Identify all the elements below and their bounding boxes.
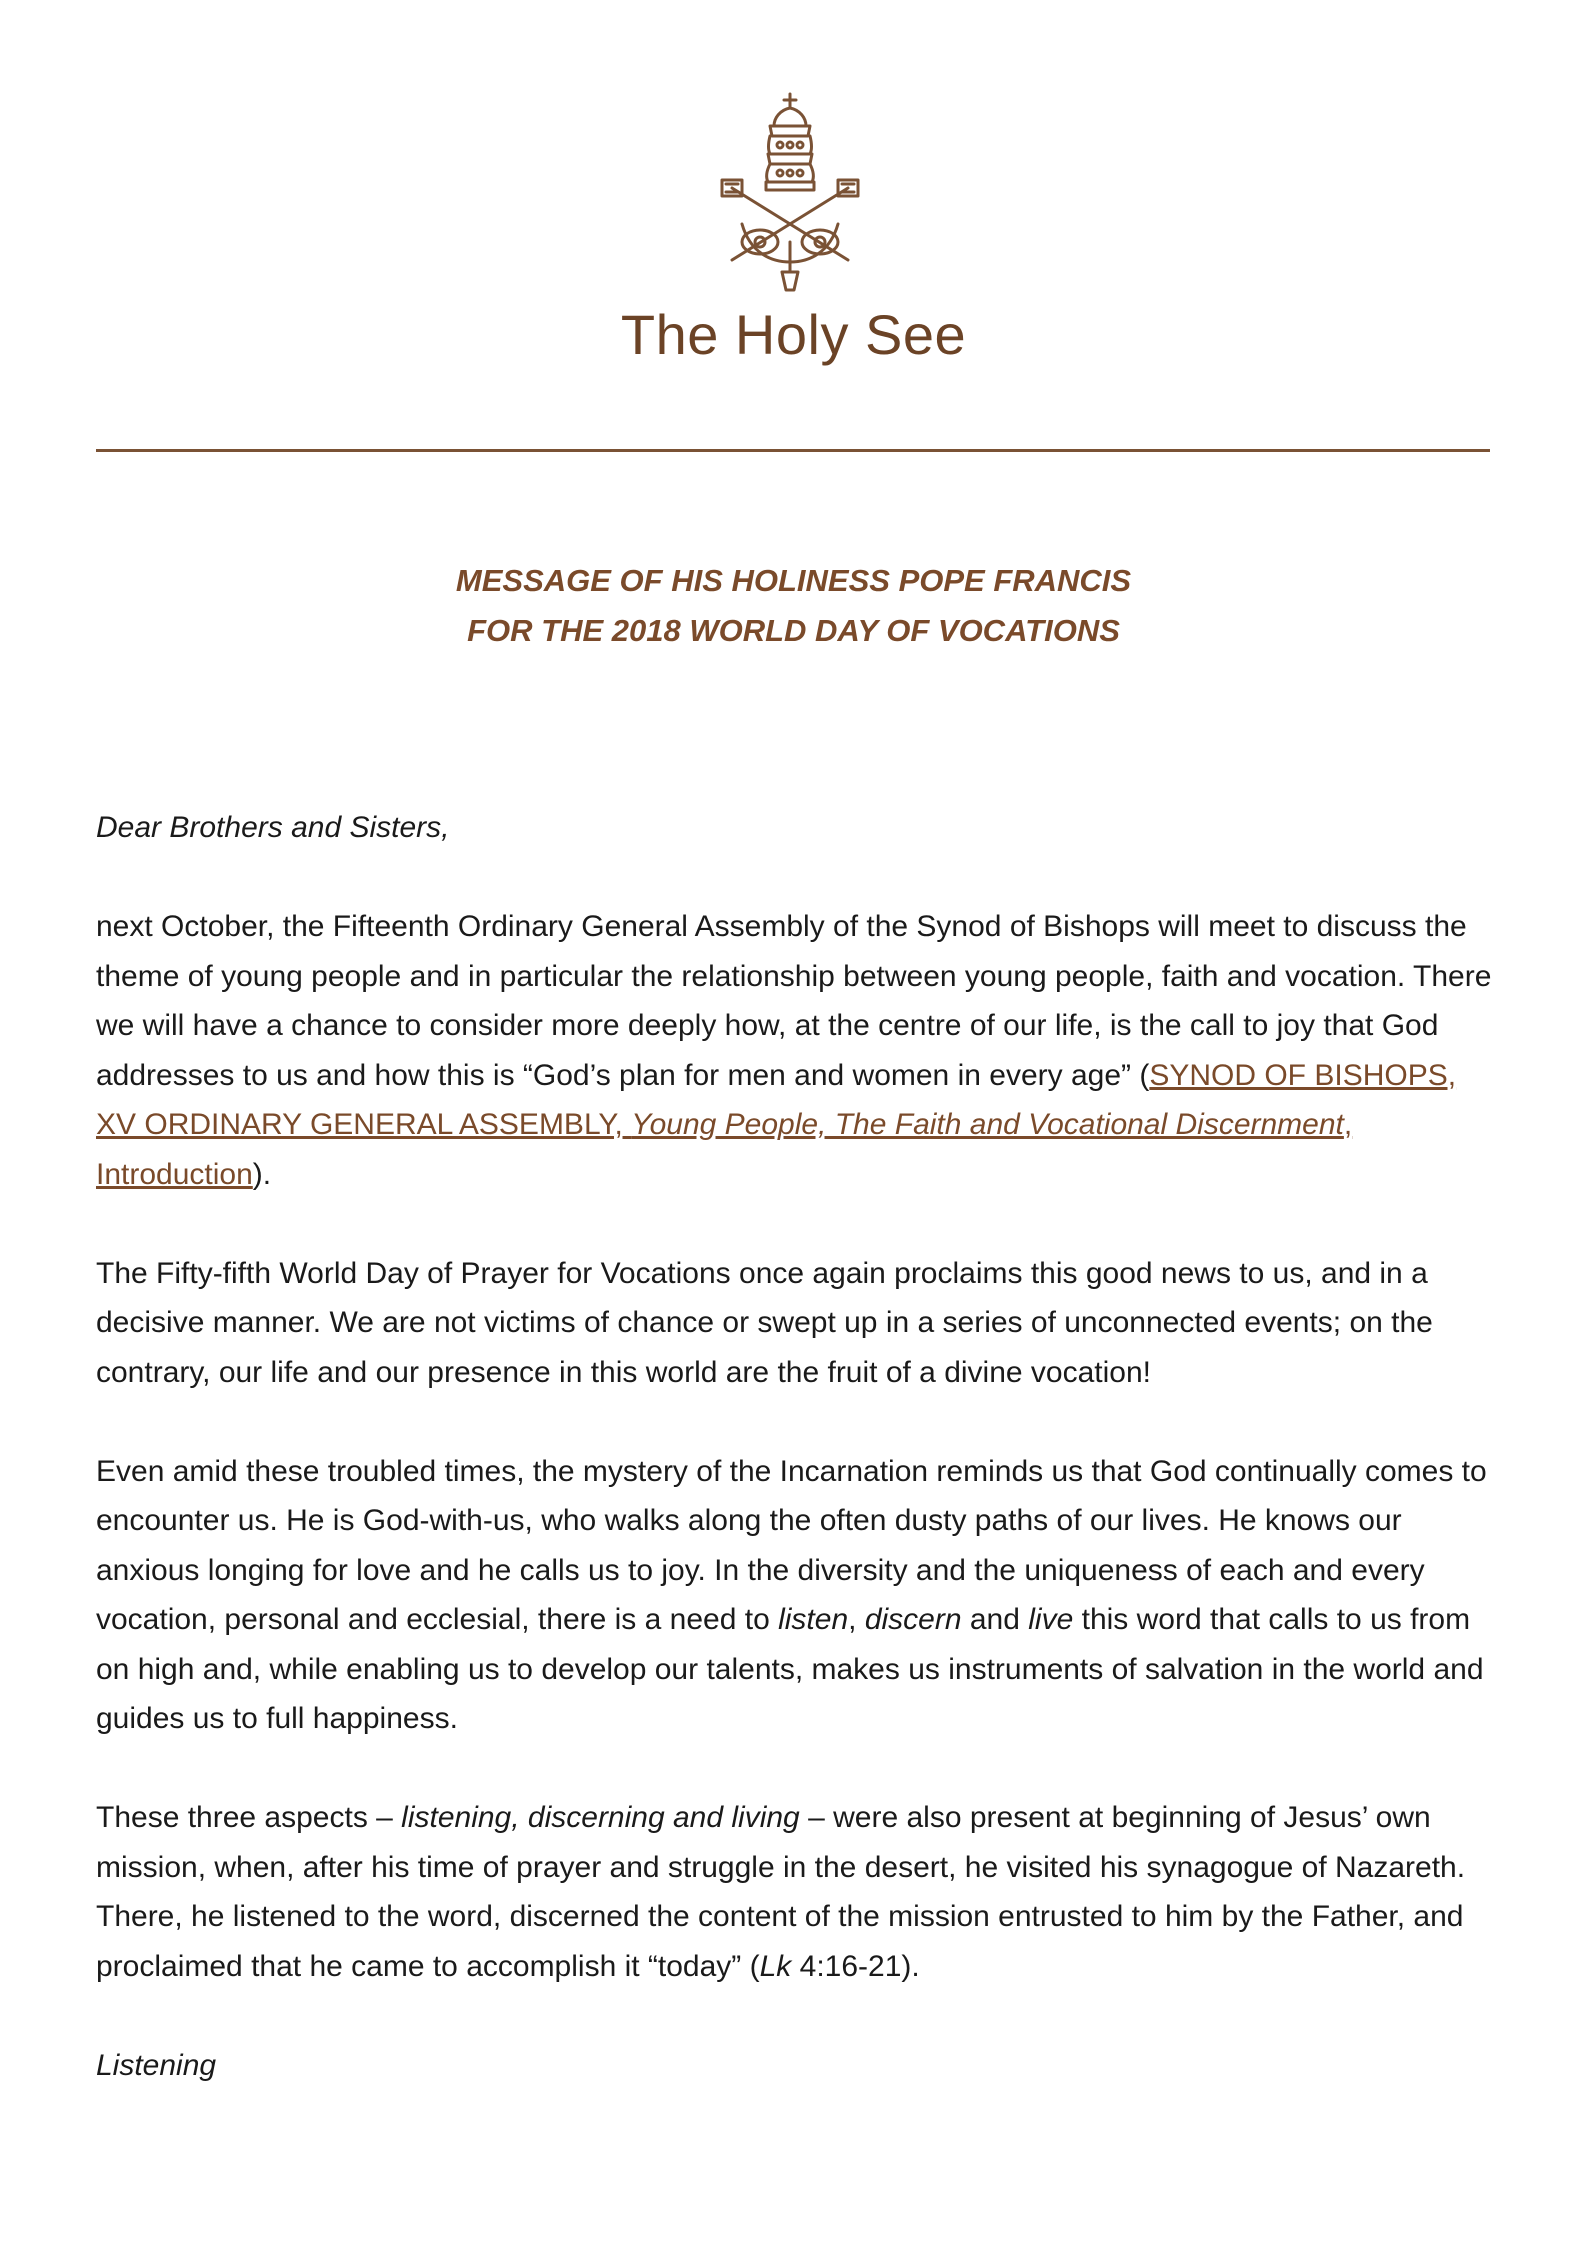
section-heading-listening: Listening (96, 2048, 217, 2082)
paragraph-4-text-b: – were also present at beginning of Jesus’ own mission, when, after his time of prayer and struggle in the desert, he visited his synagogue of Nazareth. There, he listened to the word, discerned the content of the mission entrusted to him by the Father, and proclaimed that he came to accomplish it “today” ( (96, 1801, 1466, 1983)
paragraph-4-close: ). (901, 1949, 920, 1983)
paragraph-3-text-a: Even amid these troubled times, the mystery of the Incarnation reminds us that God continually comes to encounter us. He is God-with-us, who walks along the often dusty paths of our lives. He knows our anxious longing for love and he calls us to joy. In the diversity and the uniqueness of each and every vocation, personal and ecclesial, there is a need to (96, 1454, 1487, 1636)
paragraph-1 (96, 902, 1496, 1199)
header-divider (96, 449, 1490, 452)
salutation: Dear Brothers and Sisters, (96, 811, 450, 844)
paragraph-4 (96, 1793, 1496, 1991)
paragraph-2: The Fifty-fifth World Day of Prayer for Vocations once again proclaims this good news to us, and in a decisive manner. We are not victims of chance or swept up in a series of unconnected events; on the contrary, our life and our presence in this world are the fruit of a divine vocation! (96, 1256, 1433, 1389)
heading-line-1: MESSAGE OF HIS HOLINESS POPE FRANCIS (455, 563, 1132, 598)
paragraph-1-text: next October, the Fifteenth Ordinary General Assembly of the Synod of Bishops will meet to discuss the theme of young people and in particular the relationship between young people, faith and vocation. There we will have a chance to consider more deeply how, at the centre of our life, is the call to joy that God addresses to us and how this is “God’s plan for men and women in every age” ( (96, 910, 1492, 1092)
synod-link-text: SYNOD OF BISHOPS, XV ORDINARY GENERAL ASSEMBLY, (96, 1058, 1457, 1141)
word-discern: discern (864, 1603, 962, 1636)
paragraph-3-and: and (961, 1603, 1029, 1636)
paragraph-3-comma: , (848, 1603, 865, 1636)
scripture-verse: 4:16-21 (791, 1949, 902, 1983)
paragraph-4-italic: listening, discerning and living (401, 1801, 800, 1834)
heading-line-2: FOR THE 2018 WORLD DAY OF VOCATIONS (467, 613, 1120, 648)
document-body (96, 803, 1496, 2140)
document-heading (0, 556, 1587, 656)
scripture-book: Lk (759, 1949, 792, 1983)
paragraph-4-text-a: These three aspects – (96, 1801, 402, 1834)
paragraph-1-close: ). (252, 1157, 272, 1191)
synod-link-suffix: , Introduction (96, 1108, 1353, 1191)
paragraph-3 (96, 1447, 1496, 1744)
papal-keys-emblem-icon (710, 92, 870, 292)
site-title: The Holy See (620, 303, 967, 366)
word-live: live (1028, 1603, 1074, 1636)
paragraph-3-text-b: this word that calls to us from on high and, while enabling us to develop our talents, makes us instruments of salvation in the world and guides us to full happiness. (96, 1603, 1484, 1735)
synod-link-italic-title: Young People, The Faith and Vocational Discernment (631, 1108, 1344, 1141)
word-listen: listen (778, 1603, 849, 1636)
